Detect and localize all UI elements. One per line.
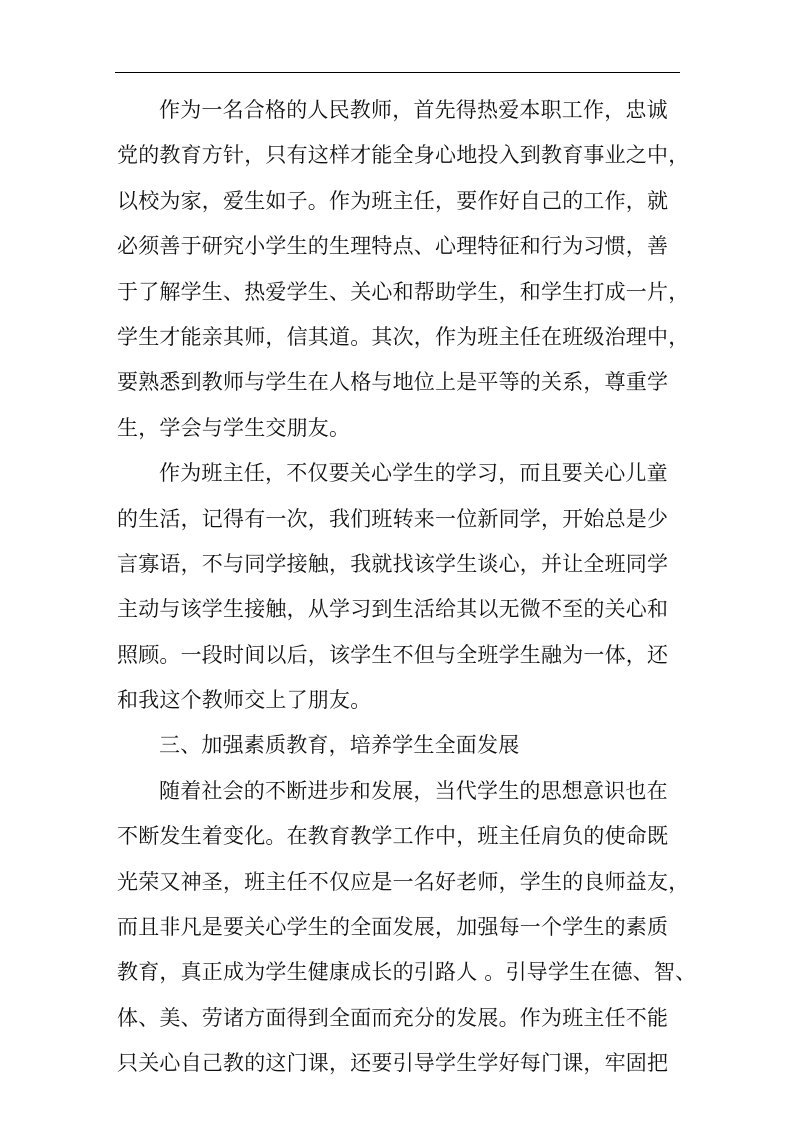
paragraph-line: 照顾。一段时间以后，该学生不但与全班学生融为一体，还 (117, 642, 669, 667)
paragraph-line: 只关心自己教的这门课，还要引导学生学好每门课，牢固把 (117, 1051, 669, 1076)
paragraph-line: 光荣又神圣，班主任不仅应是一名好老师，学生的良师益友， (117, 869, 690, 894)
paragraph-line: 不断发生着变化。在教育教学工作中，班主任肩负的使命既 (117, 824, 669, 849)
paragraph-line: 的生活，记得有一次，我们班转来一位新同学，开始总是少 (117, 506, 669, 531)
paragraph-line: 而且非凡是要关心学生的全面发展，加强每一个学生的素质 (117, 915, 669, 940)
paragraph-line: 学生才能亲其师，信其道。其次，作为班主任在班级治理中， (117, 324, 690, 349)
paragraph-line: 以校为家，爱生如子。作为班主任，要作好自己的工作，就 (117, 188, 669, 213)
paragraph-line: 必须善于研究小学生的生理特点、心理特征和行为习惯，善 (117, 234, 669, 259)
paragraph-line: 随着社会的不断进步和发展，当代学生的思想意识也在 (159, 778, 668, 803)
paragraph-line: 作为一名合格的人民教师，首先得热爱本职工作，忠诚 (159, 98, 668, 122)
paragraph-line: 言寡语，不与同学接触，我就找该学生谈心，并让全班同学 (117, 551, 669, 576)
paragraph-line: 主动与该学生接触，从学习到生活给其以无微不至的关心和 (117, 597, 669, 622)
section-heading: 三、加强素质教育，培养学生全面发展 (159, 733, 520, 758)
paragraph-line: 和我这个教师交上了朋友。 (117, 688, 372, 713)
paragraph-line: 要熟悉到教师与学生在人格与地位上是平等的关系，尊重学 (117, 370, 669, 395)
paragraph-line: 教育，真正成为学生健康成长的引路人 。引导学生在德、智、 (117, 960, 697, 985)
paragraph-line: 生，学会与学生交朋友。 (117, 415, 351, 440)
paragraph-line: 作为班主任，不仅要关心学生的学习，而且要关心儿童 (159, 461, 668, 486)
header-rule (115, 72, 680, 73)
paragraph-line: 体、美、劳诸方面得到全面而充分的发展。作为班主任不能 (117, 1005, 669, 1030)
document-body (117, 88, 697, 1087)
paragraph-line: 于了解学生、热爱学生、关心和帮助学生，和学生打成一片， (117, 279, 690, 304)
paragraph-line: 党的教育方针，只有这样才能全身心地投入到教育事业之中， (117, 143, 690, 168)
